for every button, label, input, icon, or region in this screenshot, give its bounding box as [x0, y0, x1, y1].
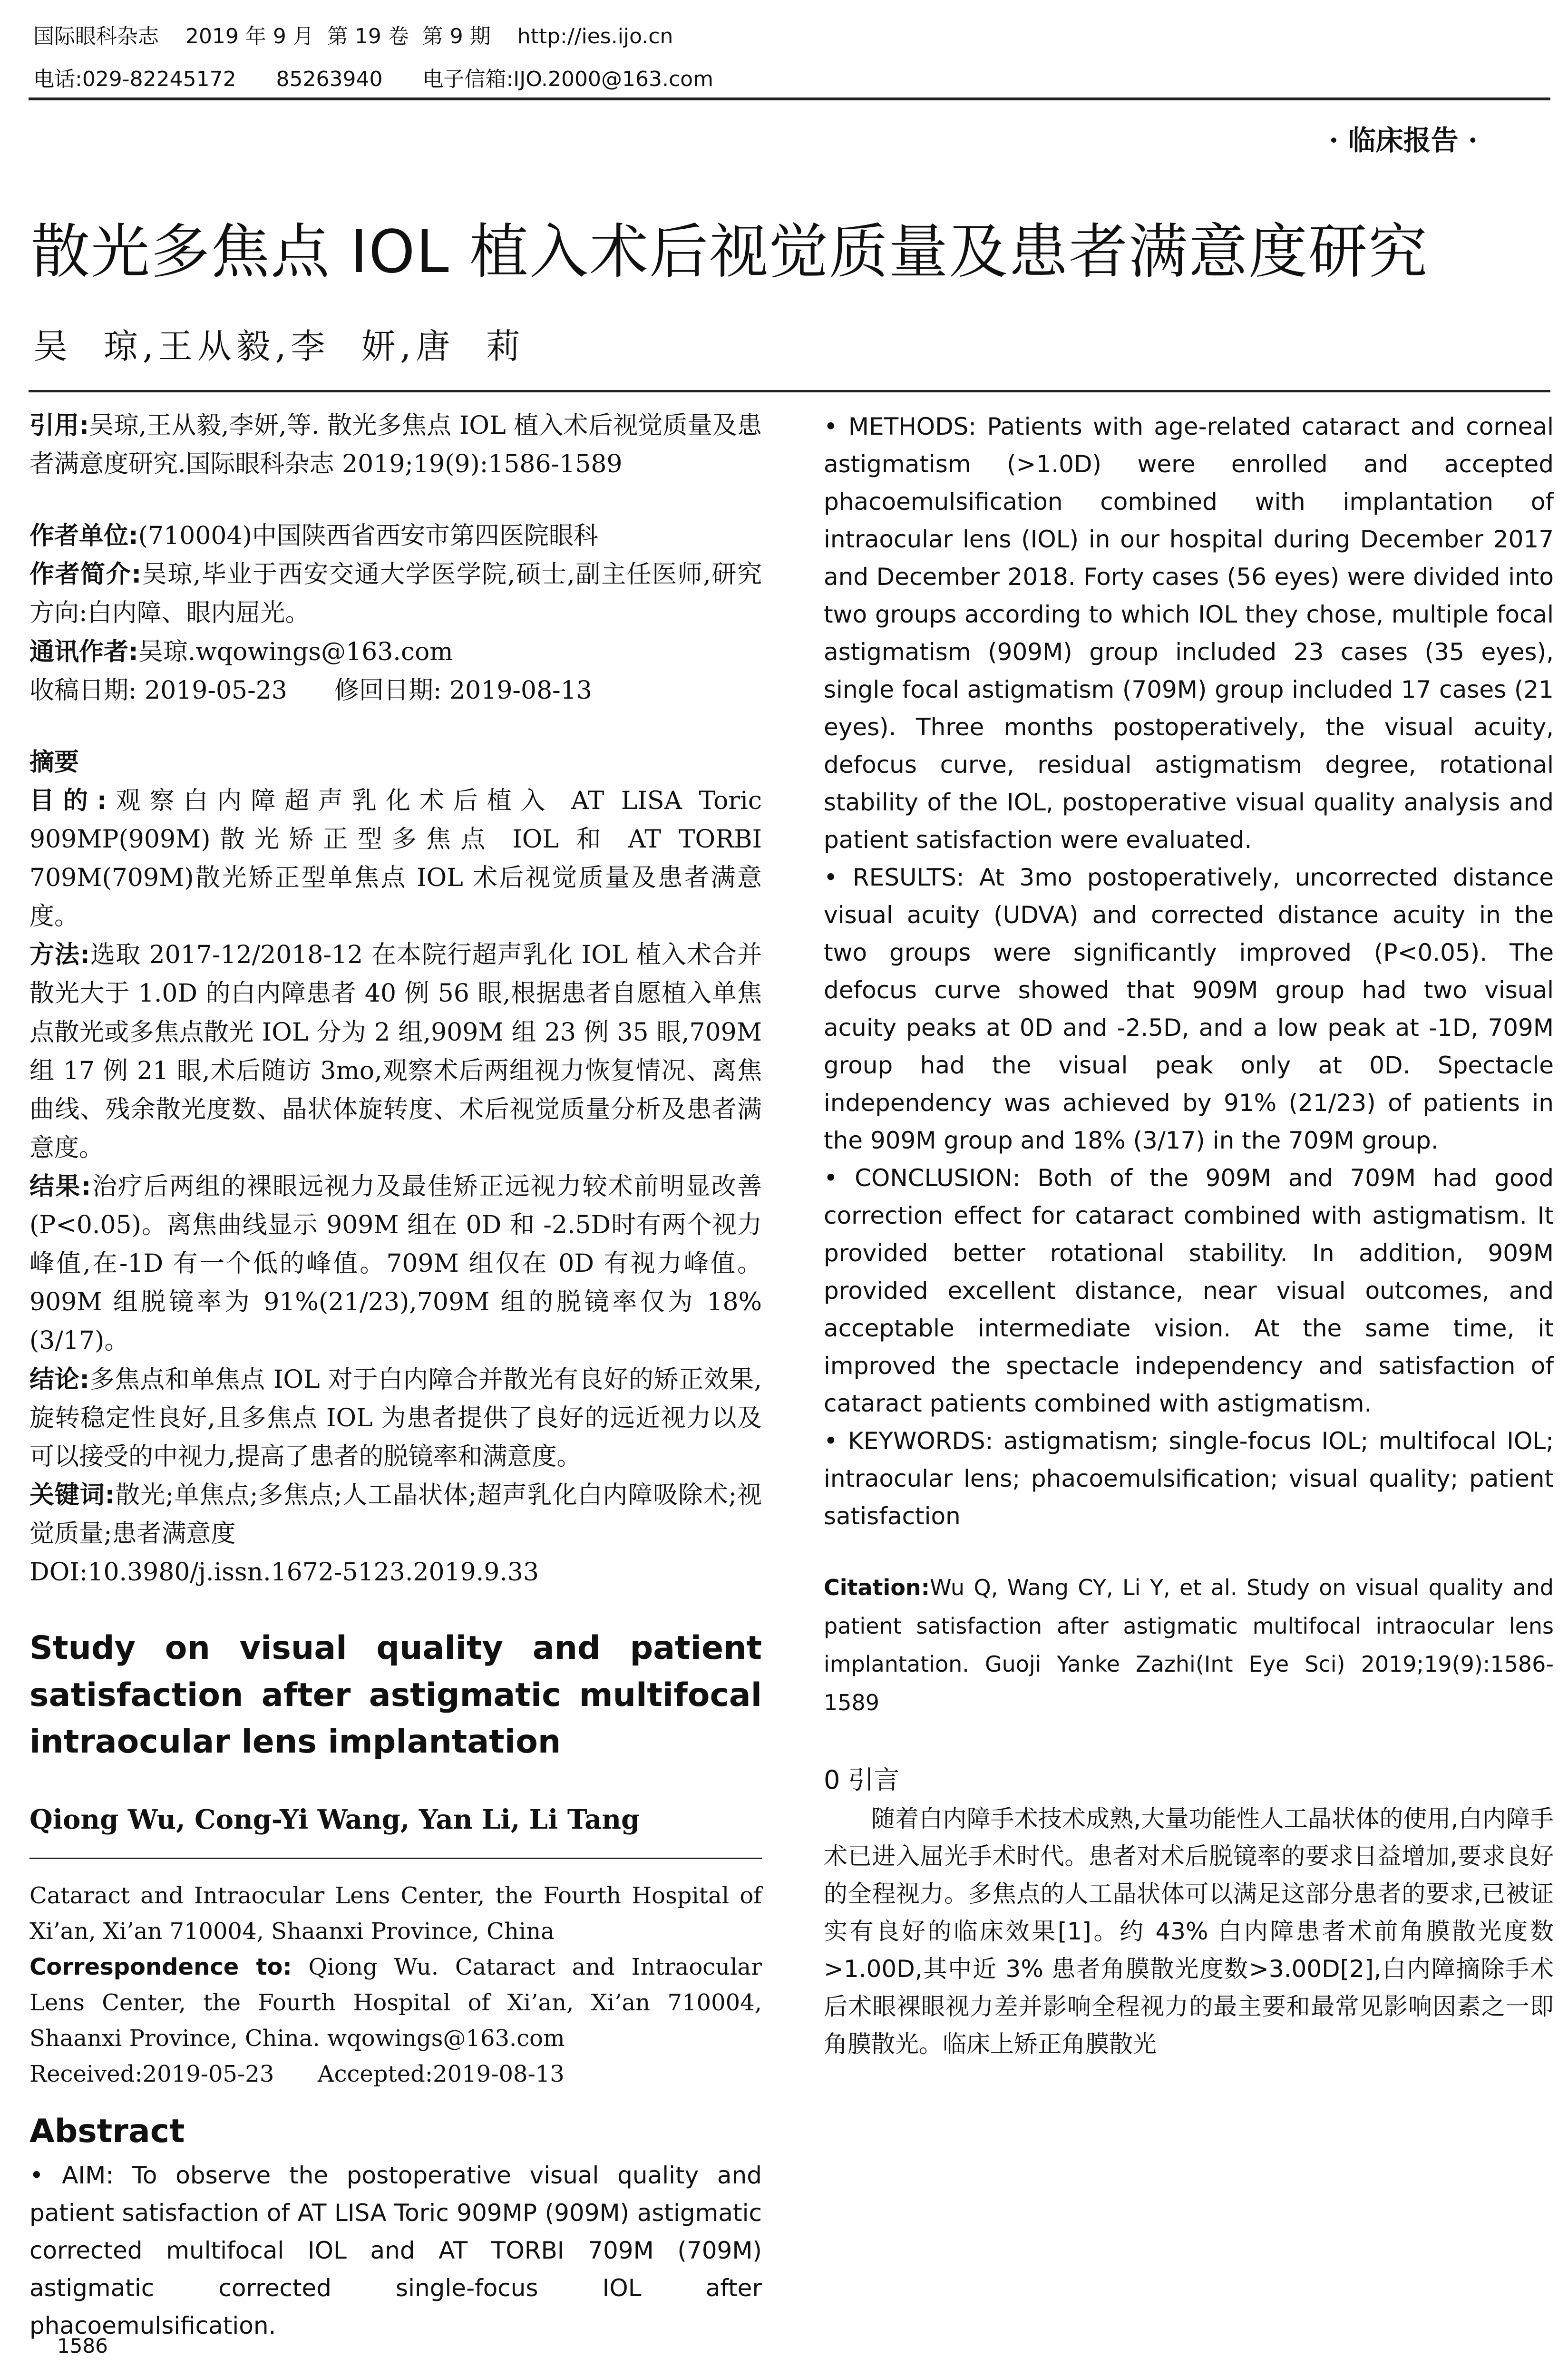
title-rule: [29, 390, 1550, 392]
english-affiliation: Cataract and Intraocular Lens Center, the Fourth Hospital of Xi’an, Xi’an 710004, Shaanxi Province, China: [29, 1882, 762, 1945]
cn-dates: 收稿日期: 2019-05-23 修回日期: 2019-08-13: [29, 676, 592, 705]
cn-methods: 方法:选取 2017-12/2018-12 在本院行超声乳化 IOL 植入术合并散光大于 1.0D 的白内障患者 40 例 56 眼,根据患者自愿植入单焦点散光或多焦点散光 IOL 分为 2 组,909M 组 23 例 35 眼,709M 组 17 例 21 眼,术后随访 3mo,观察术后两组视力恢复情况、离焦曲线、残余散光度数、晶状体旋转度、术后视觉质量分析及患者满意度。: [29, 941, 762, 1162]
cn-citation: 引用:吴琼,王从毅,李妍,等. 散光多焦点 IOL 植入术后视觉质量及患者满意度研究.国际眼科杂志 2019;19(9):1586-1589: [29, 411, 762, 479]
abstract-results: • RESULTS: At 3mo postoperatively, uncorrected distance visual acuity (UDVA) and corrected distance acuity in the two groups were significantly improved (P<0.05). The defocus curve showed that 909M group had two visual acuity peaks at 0D and -2.5D, and a low peak at -1D, 709M group had the visual peak only at 0D. Spectacle independency was achieved by 91% (21/23) of patients in the 909M group and 18% (3/17) in the 709M group.: [824, 864, 1554, 1154]
cn-correspondence: 通讯作者:吴琼.wqowings@163.com: [29, 637, 453, 666]
cn-aim: 目的:观察白内障超声乳化术后植入 AT LISA Toric 909MP(909M)散光矫正型多焦点 IOL 和 AT TORBI 709M(709M)散光矫正型单焦点 IOL 术后视觉质量及患者满意度。: [29, 786, 762, 931]
authors-chinese: 吴 琼,王从毅,李 妍,唐 莉: [33, 326, 525, 366]
cn-abstract-heading: 摘要: [29, 748, 79, 777]
cn-doi: DOI:10.3980/j.issn.1672-5123.2019.9.33: [29, 1558, 539, 1587]
running-header-line1: 国际眼科杂志 2019 年 9 月 第 19 卷 第 9 期 http://ies.ijo.cn: [33, 24, 673, 49]
left-column: [29, 407, 762, 2339]
english-correspondence: Correspondence to: Qiong Wu. Cataract and Intraocular Lens Center, the Fourth Hospital of Xi’an, Xi’an 710004, Shaanxi Province, China. wqowings@163.com: [29, 1954, 762, 2052]
running-header-line2: 电话:029-82245172 85263940 电子信箱:IJO.2000@163.com: [33, 67, 713, 91]
header-rule: [29, 97, 1550, 100]
abstract-aim: • AIM: To observe the postoperative visual quality and patient satisfaction of AT LISA Toric 909MP (909M) astigmatic corrected multifocal IOL and AT TORBI 709M (709M) astigmatic corrected single-focus IOL after phacoemulsification.: [29, 2161, 762, 2339]
english-title: Study on visual quality and patient satisfaction after astigmatic multifocal intraocular lens implantation: [29, 1629, 762, 1761]
authors-rule: [29, 1858, 762, 1859]
cn-unit: 作者单位:(710004)中国陕西省西安市第四医院眼科: [29, 522, 598, 551]
article-title: 散光多焦点 IOL 植入术后视觉质量及患者满意度研究: [31, 218, 1429, 286]
intro-heading: 0 引言: [824, 1765, 900, 1795]
page-number: 1586: [57, 2334, 108, 2358]
english-authors: Qiong Wu, Cong-Yi Wang, Yan Li, Li Tang: [29, 1803, 640, 1835]
english-dates: Received:2019-05-23 Accepted:2019-08-13: [29, 2060, 565, 2087]
abstract-heading: Abstract: [29, 2112, 185, 2150]
cn-keywords: 关键词:散光;单焦点;多焦点;人工晶状体;超声乳化白内障吸除术;视觉质量;患者满意度: [29, 1481, 762, 1548]
intro-paragraph: 随着白内障手术技术成熟,大量功能性人工晶状体的使用,白内障手术已进入屈光手术时代。患者对术后脱镜率的要求日益增加,要求良好的全程视力。多焦点的人工晶状体可以满足这部分患者的要求,已被证实有良好的临床效果[1]。约 43% 白内障患者术前角膜散光度数 >1.00D,其中近 3% 患者角膜散光度数>3.00D[2],白内障摘除手术后术眼裸眼视力差并影响全程视力的最主要和最常见影响因素之一即角膜散光。临床上矫正角膜散光: [824, 1805, 1554, 2058]
english-citation: Citation:Wu Q, Wang CY, Li Y, et al. Study on visual quality and patient satisfaction after astigmatic multifocal intraocular lens implantation. Guoji Yanke Zazhi(Int Eye Sci) 2019;19(9):1586-1589: [824, 1575, 1554, 1715]
abstract-keywords: • KEYWORDS: astigmatism; single-focus IOL; multifocal IOL; intraocular lens; phacoemulsification; visual quality; patient satisfaction: [824, 1427, 1554, 1530]
cn-conclusion: 结论:多焦点和单焦点 IOL 对于白内障合并散光有良好的矫正效果,旋转稳定性良好,且多焦点 IOL 为患者提供了良好的远近视力以及可以接受的中视力,提高了患者的脱镜率和满意度。: [29, 1365, 762, 1471]
cn-results: 结果:治疗后两组的裸眼远视力及最佳矫正远视力较术前明显改善(P<0.05)。离焦曲线显示 909M 组在 0D 和 -2.5D时有两个视力峰值,在-1D 有一个低的峰值。709M 组仅在 0D 有视力峰值。909M 组脱镜率为 91%(21/23),709M 组的脱镜率仅为 18%(3/17)。: [29, 1172, 762, 1355]
abstract-conclusion: • CONCLUSION: Both of the 909M and 709M had good correction effect for cataract combined with astigmatism. It provided better rotational stability. In addition, 909M provided excellent distance, near visual outcomes, and acceptable intermediate vision. At the same time, it improved the spectacle independency and satisfaction of cataract patients combined with astigmatism.: [824, 1164, 1554, 1417]
cn-author-bio: 作者简介:吴琼,毕业于西安交通大学医学院,硕士,副主任医师,研究方向:白内障、眼内屈光。: [29, 560, 762, 628]
right-column: [824, 408, 1554, 2063]
abstract-methods: • METHODS: Patients with age-related cataract and corneal astigmatism (>1.0D) were enrolled and accepted phacoemulsification combined with implantation of intraocular lens (IOL) in our hospital during December 2017 and December 2018. Forty cases (56 eyes) were divided into two groups according to which IOL they chose, multiple focal astigmatism (909M) group included 23 cases (35 eyes), single focal astigmatism (709M) group included 17 cases (21 eyes). Three months postoperatively, the visual acuity, defocus curve, residual astigmatism degree, rotational stability of the IOL, postoperative visual quality analysis and patient satisfaction were evaluated.: [824, 413, 1554, 854]
section-tag: · 临床报告 ·: [1329, 124, 1478, 156]
